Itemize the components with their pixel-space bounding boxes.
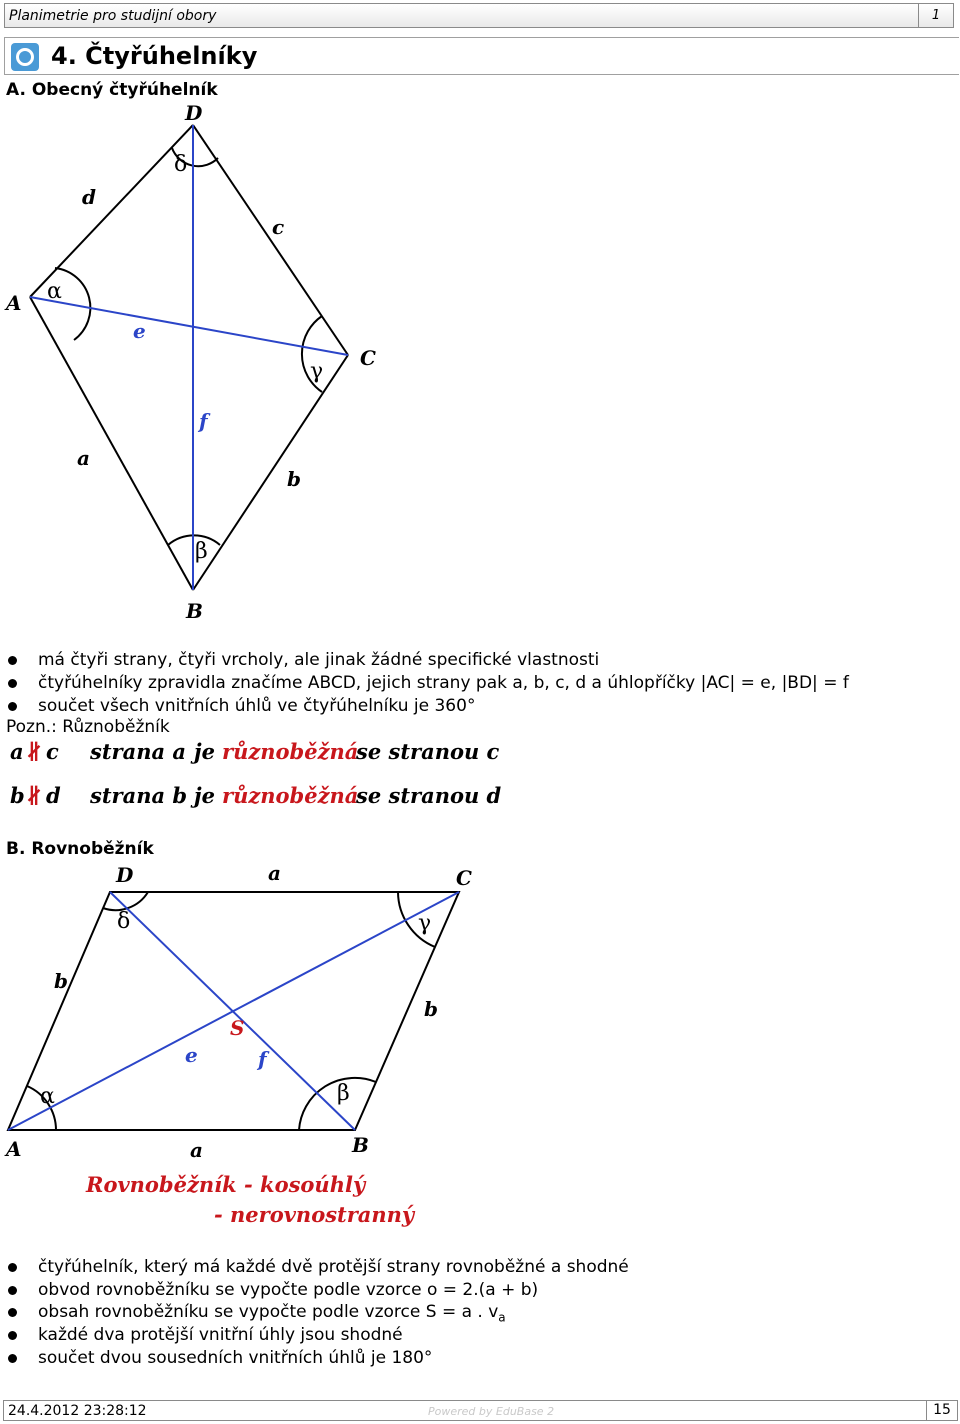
diagonal-e	[30, 297, 348, 355]
diagonal-label-e: e	[185, 1043, 198, 1067]
diagonal-f	[110, 892, 355, 1130]
note-row1-red: různoběžná	[222, 739, 359, 764]
vertex-label-D: D	[185, 101, 203, 125]
bullet-icon	[8, 702, 17, 711]
document-title: Planimetrie pro studijní obory	[9, 8, 217, 24]
vertex-label-D: D	[116, 863, 134, 887]
diagonal-label-e: e	[133, 319, 146, 343]
caption-line2: - nerovnostranný	[214, 1202, 415, 1227]
side-label-a: a	[77, 446, 90, 470]
section-title: 4. Čtyřúhelníky	[51, 42, 258, 70]
angle-label-delta: δ	[117, 909, 131, 934]
general-quadrilateral-figure	[0, 100, 400, 625]
bullet-icon	[8, 1308, 17, 1317]
bullet-icon	[8, 656, 17, 665]
note-label: Pozn.: Různoběžník	[6, 717, 170, 737]
bullet-icon	[8, 1286, 17, 1295]
note-row1-mid: je	[194, 739, 215, 764]
side-label-c: c	[272, 215, 285, 239]
area-formula-text: obsah rovnoběžníku se vypočte podle vzorce S = a . v	[38, 1302, 499, 1322]
heading-rovnobeznik: B. Rovnoběžník	[6, 839, 154, 859]
note-row2-post: se stranou d	[356, 783, 502, 808]
area-formula-subscript: a	[498, 1310, 506, 1325]
parallelogram-figure	[0, 860, 500, 1235]
angle-label-beta: β	[195, 539, 208, 564]
angle-label-delta: δ	[174, 152, 188, 177]
edubase-logo-icon	[11, 43, 39, 71]
footer-page-number: 15	[926, 1401, 957, 1420]
note-row1-left: a	[10, 739, 24, 764]
vertex-label-A: A	[6, 291, 22, 315]
note-row2-right: d	[46, 783, 61, 808]
caption-line1: Rovnoběžník - kosoúhlý	[86, 1172, 366, 1197]
note-row2-red: různoběžná	[222, 783, 359, 808]
nonparallel-symbol-icon: ∦	[26, 739, 43, 764]
vertex-label-B: B	[186, 599, 203, 623]
section-title-bar	[4, 37, 959, 75]
side-b	[193, 355, 348, 590]
note-row2-left: b	[10, 783, 25, 808]
vertex-label-C: C	[456, 866, 472, 890]
nonparallel-symbol-icon: ∦	[26, 783, 43, 808]
page-header	[4, 3, 954, 28]
angle-label-alpha: α	[40, 1084, 55, 1109]
vertex-label-A: A	[6, 1137, 22, 1161]
note-row1-post: se stranou c	[356, 739, 500, 764]
footer-datetime: 24.4.2012 23:28:12	[8, 1403, 147, 1419]
side-label-b-right: b	[424, 997, 438, 1021]
header-page-number: 1	[918, 4, 953, 27]
angle-label-gamma: γ	[310, 359, 324, 384]
bullet-icon	[8, 1331, 17, 1340]
vertex-label-C: C	[360, 346, 376, 370]
angle-label-alpha: α	[47, 279, 62, 304]
angle-label-gamma: γ	[418, 911, 432, 936]
side-a	[30, 297, 193, 590]
bullet-icon	[8, 1263, 17, 1272]
center-label-S: S	[230, 1016, 245, 1040]
note-row2-pre: strana b	[90, 783, 188, 808]
nonparallel-note-image	[4, 735, 504, 815]
side-label-b: b	[287, 467, 301, 491]
side-label-a-top: a	[268, 861, 281, 885]
angle-label-beta: β	[337, 1081, 350, 1106]
page-footer	[3, 1400, 958, 1421]
note-row2-mid: je	[194, 783, 215, 808]
note-row1-right: c	[46, 739, 59, 764]
bullet-icon	[8, 679, 17, 688]
diagonal-label-f: f	[258, 1047, 267, 1071]
side-d	[30, 125, 193, 297]
bullet-icon	[8, 1354, 17, 1363]
diagonal-label-f: f	[199, 409, 208, 433]
heading-obecny-ctyruhelnik: A. Obecný čtyřúhelník	[6, 80, 218, 100]
side-label-a-bottom: a	[190, 1138, 203, 1162]
footer-powered-by: Powered by EduBase 2	[428, 1405, 555, 1418]
side-label-d: d	[82, 185, 96, 209]
side-label-b-left: b	[54, 969, 68, 993]
vertex-label-B: B	[352, 1133, 369, 1157]
note-row1-pre: strana a	[90, 739, 186, 764]
